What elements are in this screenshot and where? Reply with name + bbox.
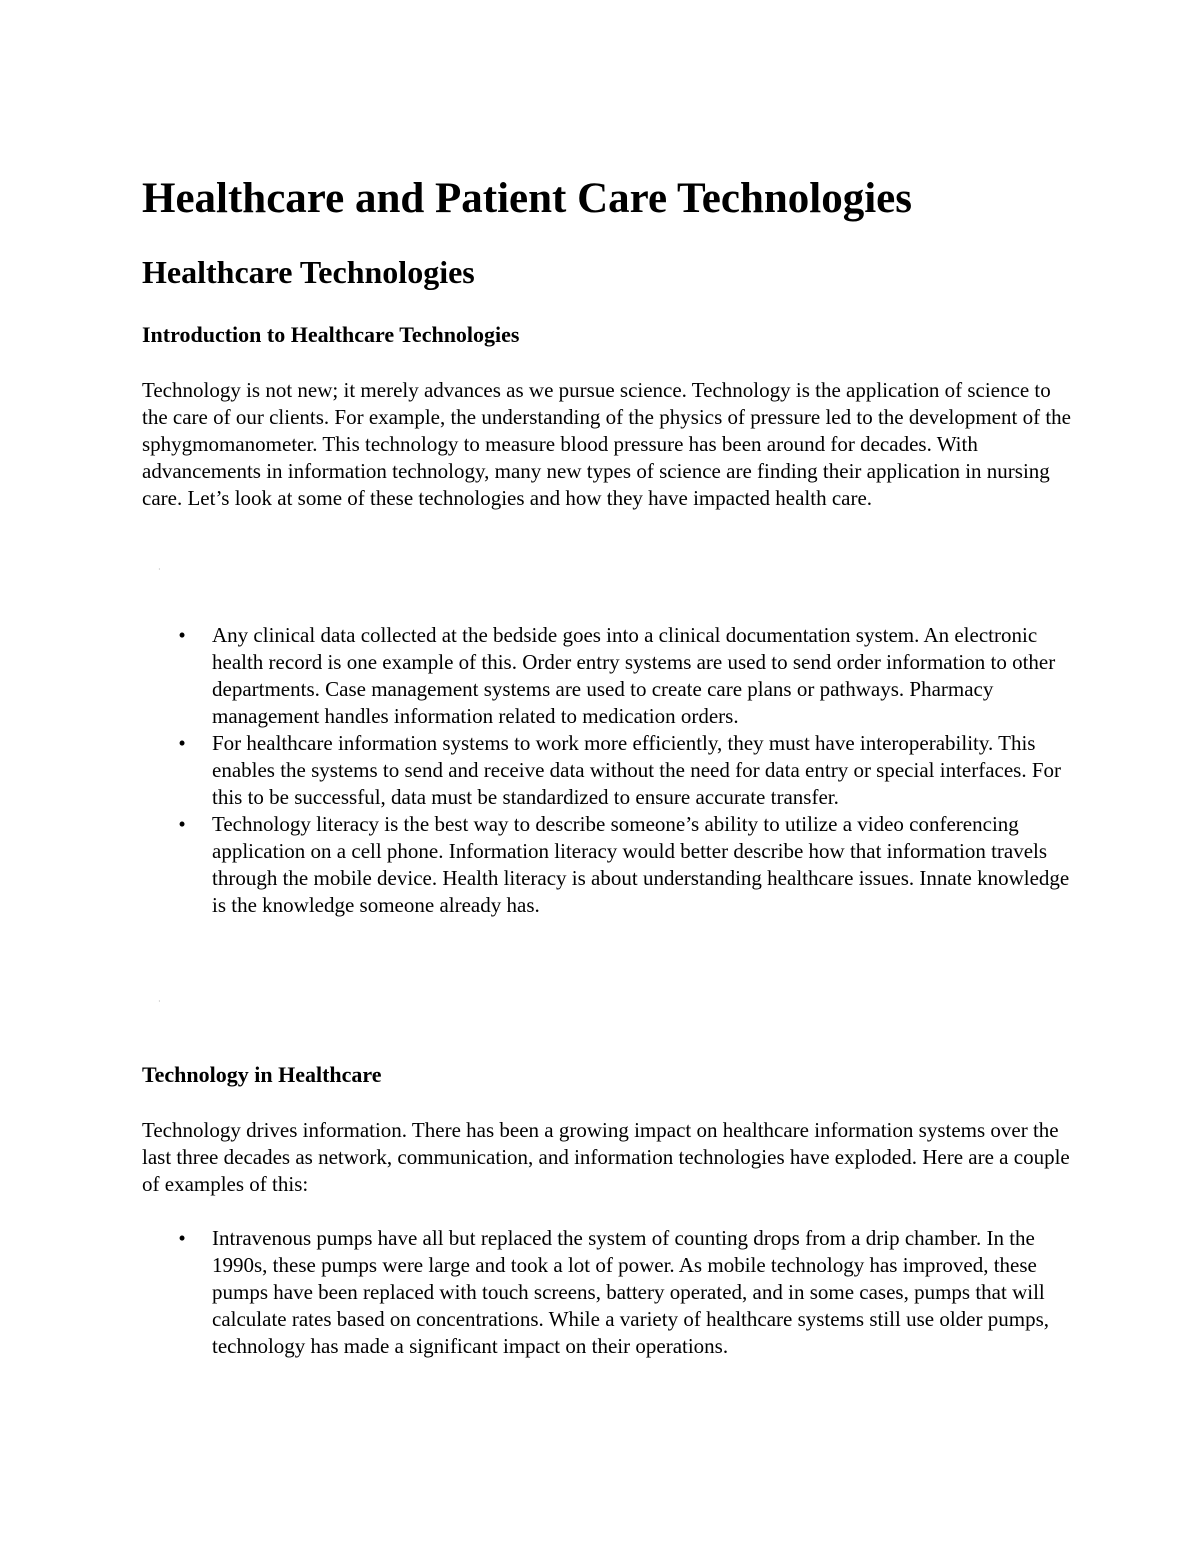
list-item xyxy=(142,1225,1072,1360)
separator-mark: · xyxy=(158,997,161,1006)
list-item-text: Intravenous pumps have all but replaced the system of counting drops from a drip chamber. In the 1990s, these pumps were large and took a lot of power. As mobile technology has improved, these pumps have been replaced with touch screens, battery operated, and in some cases, pumps that will calculate rates based on concentrations. While a variety of healthcare systems still use older pumps, technology has made a significant impact on their operations. xyxy=(212,1226,1049,1358)
list-item xyxy=(142,730,1072,811)
bullet-icon: • xyxy=(178,623,186,647)
intro-paragraph: Technology is not new; it merely advances as we pursue science. Technology is the application of science to the care of our clients. For example, the understanding of the physics of pressure led to the development of the sphygmomanometer. This technology to measure blood pressure has been around for decades. With advancements in information technology, many new types of science are finding their application in nursing care. Let’s look at some of these technologies and how they have impacted health care. xyxy=(142,378,1071,510)
separator-mark: · xyxy=(158,565,161,574)
list-item-text: Technology literacy is the best way to describe someone’s ability to utilize a video conferencing application on a cell phone. Information literacy would better describe how that information travels through the mobile device. Health literacy is about understanding healthcare issues. Innate knowledge is the knowledge someone already has. xyxy=(212,812,1070,917)
document-title: Healthcare and Patient Care Technologies xyxy=(142,175,912,222)
tech-bullet-list xyxy=(142,1225,1072,1360)
tech-paragraph: Technology drives information. There has been a growing impact on healthcare information systems over the last three decades as network, communication, and information technologies have exploded. Here are a couple of examples of this: xyxy=(142,1118,1070,1196)
bullet-icon: • xyxy=(178,1226,186,1250)
intro-heading: Introduction to Healthcare Technologies xyxy=(142,322,520,347)
tech-heading: Technology in Healthcare xyxy=(142,1062,382,1087)
list-item xyxy=(142,811,1072,919)
bullet-icon: • xyxy=(178,812,186,836)
list-item-text: For healthcare information systems to work more efficiently, they must have interoperability. This enables the systems to send and receive data without the need for data entry or special interfaces. For this to be successful, data must be standardized to ensure accurate transfer. xyxy=(212,731,1062,809)
list-item-text: Any clinical data collected at the bedside goes into a clinical documentation system. An electronic health record is one example of this. Order entry systems are used to send order information to other departments. Case management systems are used to create care plans or pathways. Pharmacy management handles information related to medication orders. xyxy=(212,623,1056,728)
bullet-icon: • xyxy=(178,731,186,755)
list-item xyxy=(142,622,1072,730)
intro-bullet-list xyxy=(142,622,1072,919)
section-title: Healthcare Technologies xyxy=(142,254,475,290)
